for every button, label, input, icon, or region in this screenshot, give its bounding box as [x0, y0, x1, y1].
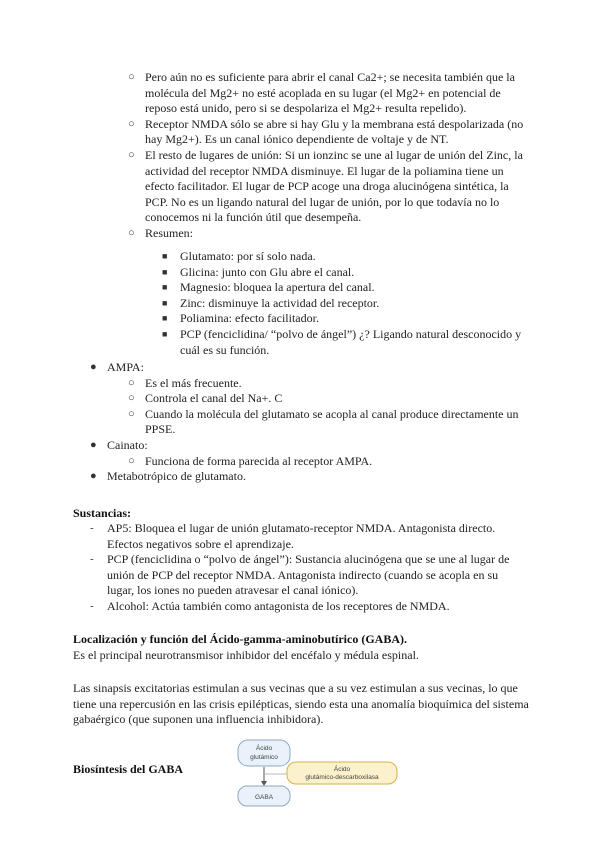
circle-bullet-icon: ○ — [128, 117, 135, 130]
receptor-list — [90, 360, 528, 485]
sustancia-item-text: PCP (fenciclidina o “polvo de ángel”): Sustancia alucinógena que se une al lugar de unión de PCP del receptor NMDA. Antagonista indirecto (cuando se acopla en su lugar, los iones no pueden atravesar el canal iónico). — [107, 552, 510, 598]
list-item — [90, 552, 528, 599]
sustancia-item-text: Alcohol: Actúa también como antagonista de los receptores de NMDA. — [107, 598, 450, 613]
summary-item-text: Poliamina: efecto facilitador. — [180, 311, 319, 326]
gaba-biosynthesis-diagram — [232, 738, 402, 810]
ampa-label: AMPA: — [107, 360, 144, 374]
ampa-item-text: Cuando la molécula del glutamato se acopla al canal produce directamente un PPSE. — [145, 406, 519, 437]
list-item — [162, 311, 528, 327]
ampa-sublist — [90, 376, 528, 438]
cainato-label: Cainato: — [107, 437, 148, 452]
biosintesis-title: Biosíntesis del GABA — [73, 762, 184, 776]
circle-bullet-icon: ○ — [128, 226, 135, 239]
list-item — [128, 376, 528, 392]
list-item — [128, 117, 528, 148]
list-item — [128, 407, 528, 438]
dash-bullet-icon: - — [90, 522, 94, 534]
product-label: GABA — [254, 794, 274, 801]
circle-bullet-icon: ○ — [128, 392, 135, 405]
dot-bullet-icon: ● — [90, 470, 97, 483]
ampa-item-text: Es el más frecuente. — [145, 375, 242, 390]
gaba-intro: Es el principal neurotransmisor inhibidor del encéfalo y médula espinal. — [73, 648, 419, 662]
list-item-metabotropico — [90, 469, 528, 485]
list-item — [162, 296, 528, 312]
metabotropico-text: Metabotrópico de glutamato. — [107, 469, 246, 484]
list-item — [162, 265, 528, 281]
circle-bullet-icon: ○ — [128, 71, 135, 83]
list-item — [128, 148, 528, 226]
list-item — [162, 249, 528, 265]
cainato-item-text: Funciona de forma parecida al receptor AMPA. — [145, 453, 373, 468]
summary-item-text: Magnesio: bloquea la apertura del canal. — [180, 280, 375, 295]
nmda-item-text: Pero aún no es suficiente para abrir el canal Ca2+; se necesita también que la molécula del Mg2+ no esté acoplada en su lugar (el Mg2+ en potencial de reposo está unido, pero si se despolariza el Mg2+ resulta repelido). — [145, 70, 515, 116]
square-bullet-icon: ■ — [162, 266, 168, 277]
circle-bullet-icon: ○ — [128, 376, 135, 389]
nmda-item-text: Resumen: — [145, 225, 193, 240]
enzyme-label-line2: glutámico-descarboxilasa — [305, 774, 379, 781]
sustancia-item-text: AP5: Bloquea el lugar de unión glutamato-receptor NMDA. Antagonista directo. Efectos negativos sobre el aprendizaje. — [107, 521, 496, 551]
reaction-arrow-head-icon — [261, 781, 267, 786]
nmda-item-text: El resto de lugares de unión: Si un ionzinc se une al lugar de unión del Zinc, la actividad del receptor NMDA disminuye. El lugar de la poliamina tiene un efecto facilitador. El lugar de PCP acoge una droga alucinógena sintética, la PCP. No es un ligando natural del lugar de unión, por lo que todavía no lo conocemos ni la función útil que desempeña. — [145, 147, 523, 225]
square-bullet-icon: ■ — [162, 282, 168, 293]
list-item — [128, 226, 528, 242]
dot-bullet-icon: ● — [90, 438, 97, 451]
nmda-item-text: Receptor NMDA sólo se abre si hay Glu y la membrana está despolarizada (no hay Mg2+). Es un canal iónico dependiente de voltaje y de NT. — [145, 116, 524, 147]
summary-item-text: Zinc: disminuye la actividad del receptor. — [180, 295, 380, 310]
gaba-heading: Localización y función del Ácido-gamma-aminobutírico (GABA). — [73, 632, 407, 646]
summary-list — [162, 249, 528, 358]
summary-item-text: Glicina: junto con Glu abre el canal. — [180, 264, 355, 279]
list-item — [162, 327, 528, 358]
dash-bullet-icon: - — [90, 599, 94, 612]
sustancias-list — [90, 521, 528, 615]
circle-bullet-icon: ○ — [128, 407, 135, 420]
substrate-label-line2: glutámico — [250, 754, 278, 761]
gaba-paragraph: Las sinapsis excitatorias estimulan a sus vecinas que a su vez estimulan a sus vecinas, lo que tiene una repercusión en las crisis epilépticas, siendo esta una anomalía bioquímica del sistema gabaérgico (que suponen una influencia inhibidora). — [73, 681, 529, 727]
square-bullet-icon: ■ — [162, 251, 168, 261]
sustancias-title: Sustancias: — [73, 506, 132, 520]
list-item — [90, 521, 528, 552]
summary-item-text: Glutamato: por sí solo nada. — [180, 249, 316, 263]
substrate-label-line1: Ácido — [255, 745, 273, 752]
list-item — [128, 70, 528, 117]
square-bullet-icon: ■ — [162, 313, 168, 324]
list-item — [162, 280, 528, 296]
list-item — [128, 454, 528, 470]
list-item-ampa — [90, 360, 528, 376]
summary-item-text: PCP (fenciclidina/ “polvo de ángel”) ¿? Ligando natural desconocido y cuál es su función. — [180, 326, 522, 357]
circle-bullet-icon: ○ — [128, 454, 135, 467]
nmda-list — [128, 70, 528, 242]
dot-bullet-icon: ● — [90, 361, 97, 373]
list-item — [128, 391, 528, 407]
enzyme-label-line1: Ácido — [333, 766, 351, 773]
dash-bullet-icon: - — [90, 553, 94, 566]
ampa-item-text: Controla el canal del Na+. C — [145, 391, 283, 406]
circle-bullet-icon: ○ — [128, 148, 135, 161]
substrate-box — [238, 740, 290, 766]
cainato-sublist — [90, 454, 528, 470]
square-bullet-icon: ■ — [162, 328, 168, 339]
list-item-cainato — [90, 438, 528, 454]
square-bullet-icon: ■ — [162, 297, 168, 308]
list-item — [90, 599, 528, 615]
